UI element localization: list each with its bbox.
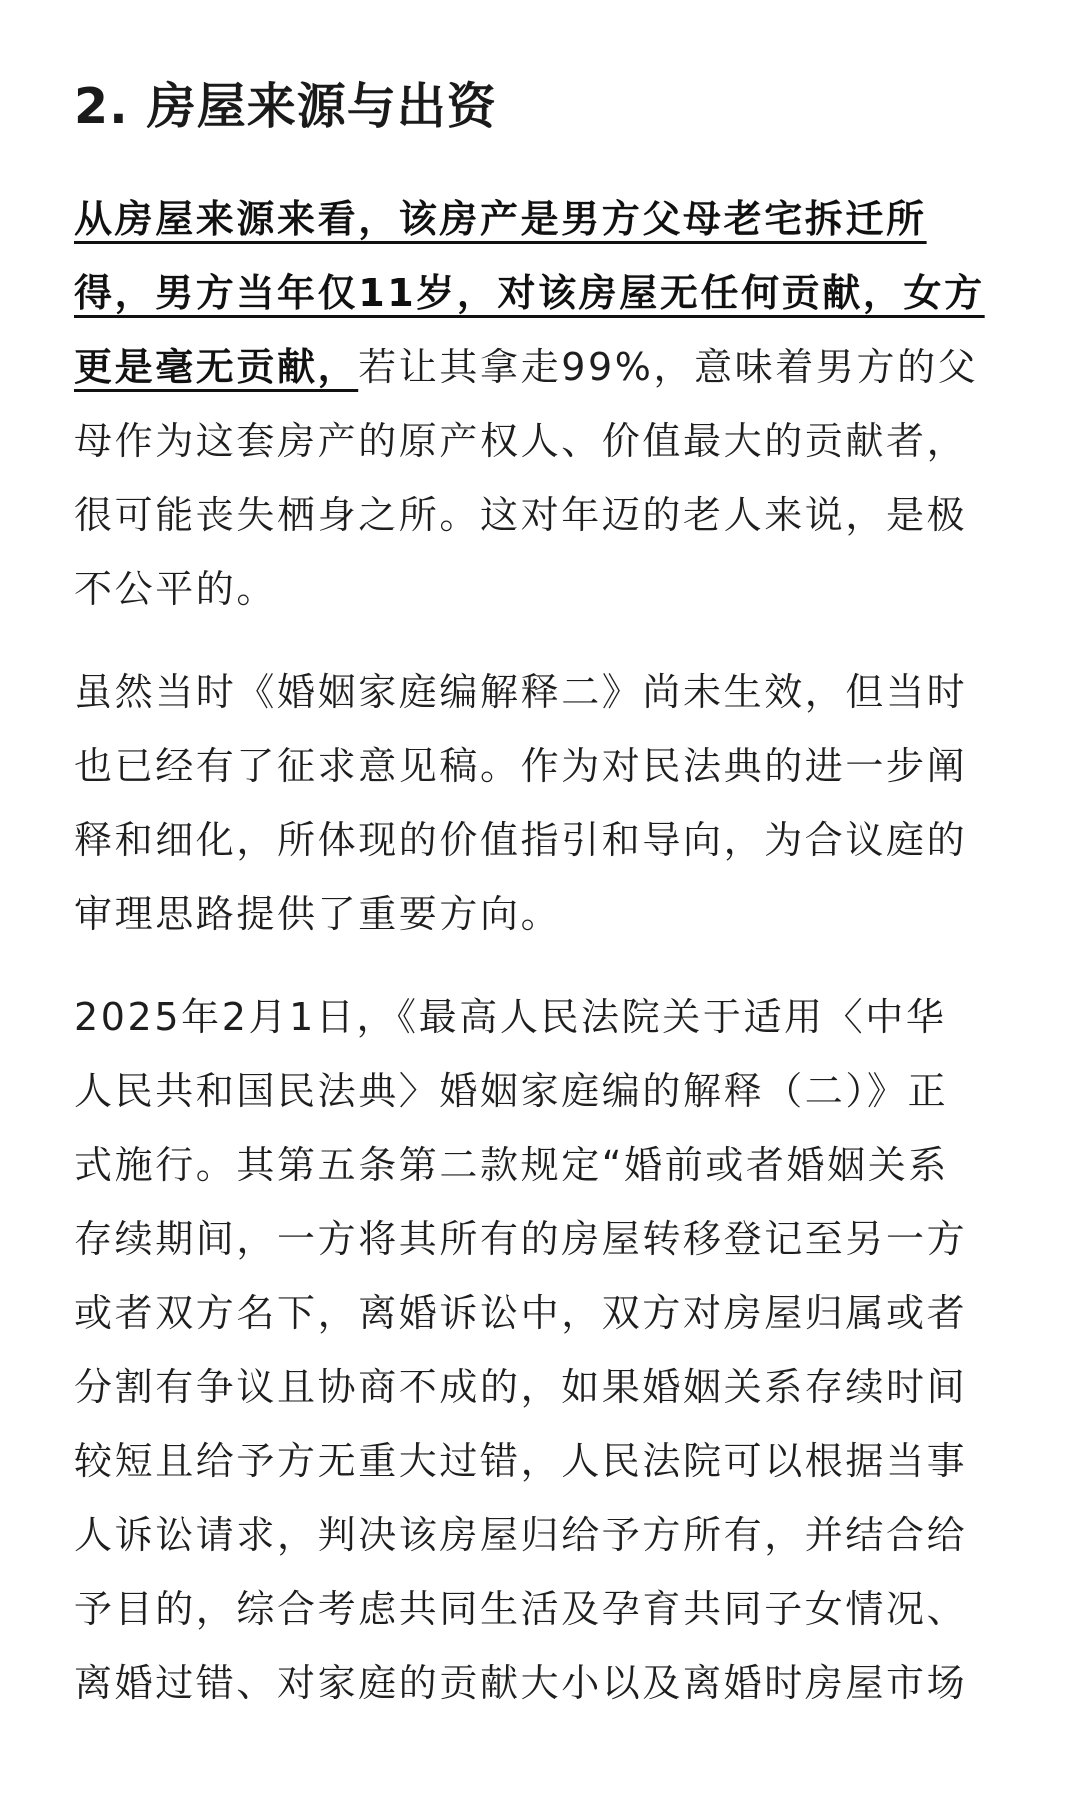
paragraph-interpretation-draft bbox=[74, 655, 1014, 951]
text-line: 或者双方名下，离婚诉讼中，双方对房屋归属或者 bbox=[74, 1291, 968, 1335]
text-line: 审理思路提供了重要方向。 bbox=[74, 892, 562, 936]
emphasized-text: 更是毫无贡献， bbox=[74, 345, 359, 389]
text-line: 分割有争议且协商不成的，如果婚姻关系存续时间 bbox=[74, 1365, 968, 1409]
text-line: 存续期间，一方将其所有的房屋转移登记至另一方 bbox=[74, 1217, 968, 1261]
text-line: 虽然当时《婚姻家庭编解释二》尚未生效，但当时 bbox=[74, 670, 968, 714]
text-line: 予目的，综合考虑共同生活及孕育共同子女情况、 bbox=[74, 1587, 968, 1631]
text-line: 2025年2月1日，《最高人民法院关于适用〈中华 bbox=[74, 995, 947, 1039]
text-line bbox=[74, 330, 1014, 404]
body-text: 若让其拿走99%，意味着男方的父 bbox=[358, 345, 979, 389]
section-heading: 2. 房屋来源与出资 bbox=[74, 78, 497, 135]
text-line: 式施行。其第五条第二款规定“婚前或者婚姻关系 bbox=[74, 1143, 949, 1187]
paragraph-interpretation-effective bbox=[74, 980, 1014, 1720]
text-line: 较短且给予方无重大过错，人民法院可以根据当事 bbox=[74, 1439, 968, 1483]
emphasized-text: 得，男方当年仅11岁，对该房屋无任何贡献，女方 bbox=[74, 271, 985, 315]
text-line bbox=[74, 256, 1014, 330]
text-line: 离婚过错、对家庭的贡献大小以及离婚时房屋市场 bbox=[74, 1661, 968, 1705]
text-line: 很可能丧失栖身之所。这对年迈的老人来说，是极 bbox=[74, 493, 968, 537]
text-line: 不公平的。 bbox=[74, 567, 278, 611]
text-line bbox=[74, 182, 1014, 256]
text-line: 释和细化，所体现的价值指引和导向，为合议庭的 bbox=[74, 818, 968, 862]
text-line: 也已经有了征求意见稿。作为对民法典的进一步阐 bbox=[74, 744, 968, 788]
text-line: 人诉讼请求，判决该房屋归给予方所有，并结合给 bbox=[74, 1513, 968, 1557]
article-body bbox=[74, 72, 1014, 1720]
paragraph-house-source bbox=[74, 182, 1014, 626]
text-line: 人民共和国民法典〉婚姻家庭编的解释（二）》正 bbox=[74, 1069, 949, 1113]
text-line: 母作为这套房产的原产权人、价值最大的贡献者， bbox=[74, 419, 968, 463]
emphasized-text: 从房屋来源来看，该房产是男方父母老宅拆迁所 bbox=[74, 197, 927, 241]
